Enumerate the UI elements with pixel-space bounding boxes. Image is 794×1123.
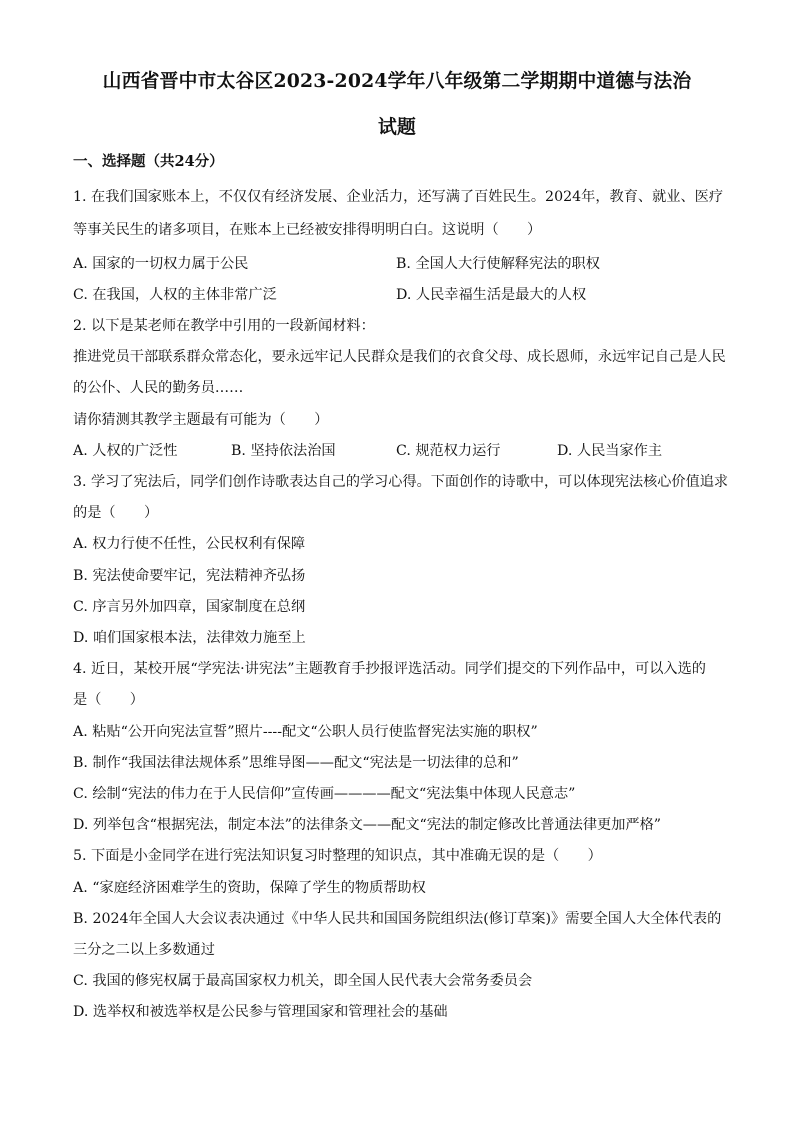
q3-option-a: A. 权力行使不任性，公民权利有保障 (73, 536, 306, 552)
q1-option-b: B. 全国人大行使解释宪法的职权 (396, 256, 600, 272)
q3-stem-line-2: 的是（ ） (73, 505, 159, 521)
q1-stem-line-2: 等事关民生的诸多项目，在账本上已经被安排得明明白白。这说明（ ） (73, 222, 542, 238)
q4-option-c: C. 绘制“宪法的伟力在于人民信仰”宣传画————配文“宪法集中体现人民意志” (73, 786, 576, 802)
q1-option-a: A. 国家的一切权力属于公民 (73, 256, 249, 272)
q2-option-a: A. 人权的广泛性 (73, 443, 178, 459)
q4-option-a: A. 粘贴“公开向宪法宣誓”照片----配文“公职人员行使监督宪法实施的职权” (73, 724, 538, 740)
q3-option-c: C. 序言另外加四章，国家制度在总纲 (73, 599, 306, 615)
q5-option-d: D. 选举权和被选举权是公民参与管理国家和管理社会的基础 (73, 1004, 448, 1020)
q3-option-d: D. 咱们国家根本法，法律效力施至上 (73, 630, 306, 646)
q4-option-d: D. 列举包含“根据宪法，制定本法”的法律条文——配文“宪法的制定修改比普通法律更加严格” (73, 817, 662, 833)
section-heading: 一、选择题（共24分） (73, 153, 224, 170)
q4-stem-line-2: 是（ ） (73, 692, 144, 708)
title-line-1: 山西省晋中市太谷区2023-2024学年八年级第二学期期中道德与法治 (102, 70, 692, 92)
q4-stem-line-1: 4. 近日，某校开展“学宪法·讲宪法”主题教育手抄报评选活动。同学们提交的下列作品中，可以入选的 (73, 661, 706, 677)
q2-stem-line-3: 的公仆、人民的勤务员…… (73, 380, 244, 396)
q2-option-c: C. 规范权力运行 (396, 443, 501, 459)
q2-stem-line-4: 请你猜测其教学主题最有可能为（ ） (73, 412, 329, 428)
q3-option-b: B. 宪法使命要牢记，宪法精神齐弘扬 (73, 568, 306, 584)
q1-option-d: D. 人民幸福生活是最大的人权 (396, 287, 587, 303)
q2-stem-line-2: 推进党员干部联系群众常态化，要永远牢记人民群众是我们的衣食父母、成长恩师，永远牢记自己是人民 (73, 349, 726, 365)
q5-stem-line-1: 5. 下面是小金同学在进行宪法知识复习时整理的知识点，其中准确无误的是（ ） (73, 848, 602, 864)
q5-option-a: A. “家庭经济困难学生的资助，保障了学生的物质帮助权 (73, 880, 426, 896)
q2-option-d: D. 人民当家作主 (557, 443, 663, 459)
q4-option-b: B. 制作“我国法律法规体系”思维导图——配文“宪法是一切法律的总和” (73, 755, 519, 771)
q1-stem-line-1: 1. 在我们国家账本上，不仅仅有经济发展、企业活力，还写满了百姓民生。2024年，教育、就业、医疗 (73, 189, 724, 205)
q5-option-c: C. 我国的修宪权属于最高国家权力机关，即全国人民代表大会常务委员会 (73, 973, 533, 989)
q2-stem-line-1: 2. 以下是某老师在教学中引用的一段新闻材料： (73, 318, 375, 334)
q5-option-b-line-2: 三分之二以上多数通过 (73, 942, 215, 958)
q2-option-b: B. 坚持依法治国 (231, 443, 336, 459)
q5-option-b-line-1: B. 2024年全国人大会议表决通过《中华人民共和国国务院组织法(修订草案)》需要全国人大全体代表的 (73, 911, 722, 927)
q3-stem-line-1: 3. 学习了宪法后，同学们创作诗歌表达自己的学习心得。下面创作的诗歌中，可以体现宪法核心价值追求 (73, 474, 729, 490)
q1-option-c: C. 在我国，人权的主体非常广泛 (73, 287, 277, 303)
title-line-2: 试题 (378, 116, 416, 138)
